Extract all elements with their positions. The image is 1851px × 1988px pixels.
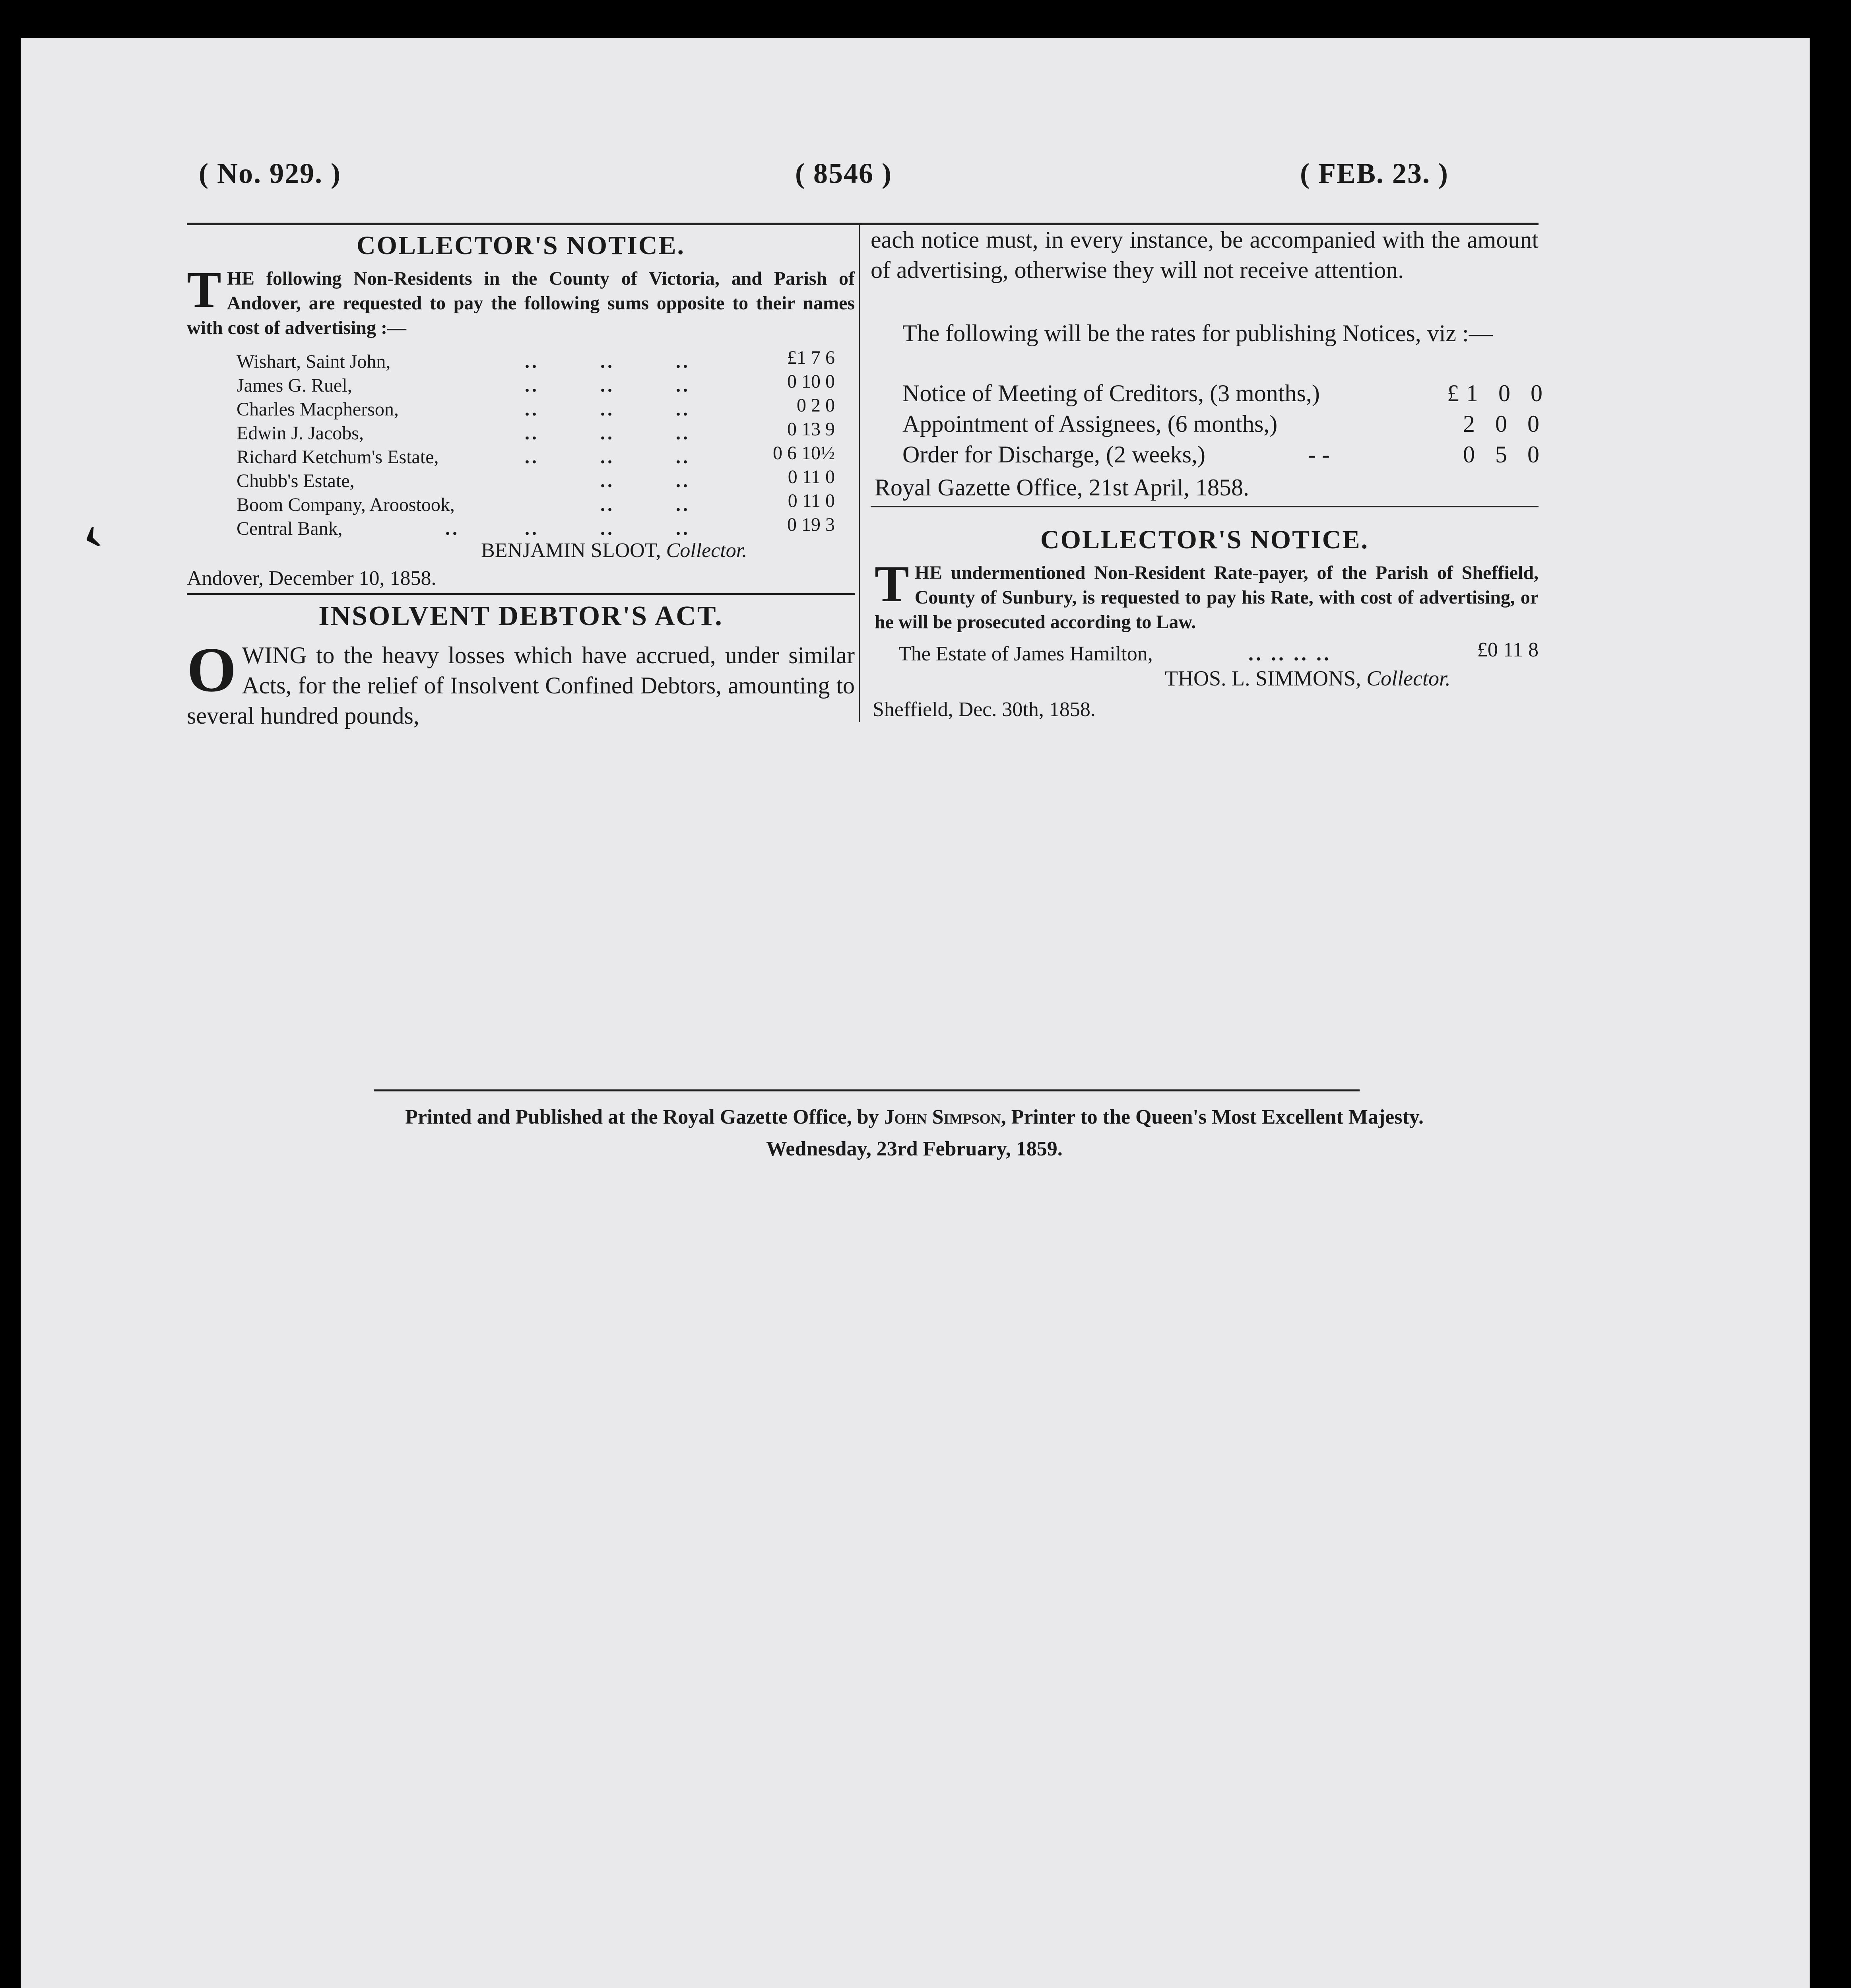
signature-role: Collector. bbox=[666, 539, 747, 562]
rate-dashes: - - bbox=[1308, 441, 1330, 468]
table-row-name: Edwin J. Jacobs, bbox=[237, 423, 364, 444]
drop-cap: T bbox=[875, 555, 909, 613]
dot-leader: .. bbox=[600, 351, 615, 372]
table-row-name: Charles Macpherson, bbox=[237, 399, 399, 420]
drop-cap: O bbox=[187, 634, 237, 705]
table-row-amount: 0 10 0 bbox=[787, 371, 835, 392]
section-rule bbox=[871, 506, 1539, 507]
dot-leader: .. bbox=[600, 423, 615, 444]
dot-leader: .. .. .. .. bbox=[1248, 643, 1331, 665]
notice-signature bbox=[1165, 666, 1451, 691]
dot-leader: .. bbox=[525, 447, 539, 468]
rates-intro: The following will be the rates for publishing Notices, viz :— bbox=[902, 320, 1493, 346]
office-line: Royal Gazette Office, 21st April, 1858. bbox=[875, 474, 1250, 501]
table-row-name: Boom Company, Aroostook, bbox=[237, 494, 455, 515]
scan-mark: ‹ bbox=[72, 503, 108, 563]
table-row-name: The Estate of James Hamilton, bbox=[898, 643, 1153, 665]
rate-row-label: Notice of Meeting of Creditors, (3 months,) bbox=[902, 380, 1320, 406]
notice-dateline: Andover, December 10, 1858. bbox=[187, 567, 437, 590]
table-row-amount: 0 19 3 bbox=[787, 514, 835, 535]
dot-leader: .. bbox=[676, 494, 690, 515]
dot-leader: .. bbox=[525, 351, 539, 372]
notice-title: COLLECTOR'S NOTICE. bbox=[357, 231, 685, 260]
act-title: INSOLVENT DEBTOR'S ACT. bbox=[318, 601, 723, 631]
table-row-name: Richard Ketchum's Estate, bbox=[237, 447, 439, 468]
dot-leader: .. bbox=[600, 447, 615, 468]
imprint-line bbox=[119, 1105, 1709, 1129]
table-row-amount: 0 13 9 bbox=[787, 419, 835, 440]
footer-rule bbox=[374, 1089, 1360, 1091]
dot-leader: .. bbox=[600, 518, 615, 539]
dot-leader: .. bbox=[525, 375, 539, 396]
dot-leader: .. bbox=[676, 470, 690, 491]
notice-dateline: Sheffield, Dec. 30th, 1858. bbox=[873, 698, 1096, 721]
imprint-text: Printed and Published at the Royal Gazette Office, by bbox=[405, 1106, 879, 1128]
continuation-text: each notice must, in every instance, be accompanied with the amount of advertising, otherwise they will not receive attention. bbox=[871, 227, 1539, 283]
dot-leader: .. bbox=[600, 494, 615, 515]
rate-row-label: Appointment of Assignees, (6 months,) bbox=[902, 411, 1278, 437]
dot-leader: .. bbox=[676, 423, 690, 444]
table-row-name: James G. Ruel, bbox=[237, 375, 352, 396]
dot-leader: .. bbox=[525, 518, 539, 539]
dot-leader: .. bbox=[676, 375, 690, 396]
table-row-amount: 0 2 0 bbox=[797, 395, 835, 416]
table-row-amount: £1 7 6 bbox=[787, 347, 835, 368]
notice-intro-text: HE undermentioned Non-Resident Rate-payer, of the Parish of Sheffield, County of Sunbury, is requested to pay his Rate, with cost of advertising, or he will be prosecuted according to Law. bbox=[875, 562, 1539, 633]
table-row-name: Central Bank, bbox=[237, 518, 343, 539]
page-number: ( 8546 ) bbox=[795, 157, 892, 189]
rate-row-amount: 0 5 0 bbox=[1463, 441, 1546, 468]
notice-intro-text: HE following Non-Residents in the County of Victoria, and Parish of Andover, are requested to pay the following sums opposite to their names with cost of advertising :— bbox=[187, 268, 855, 338]
notice-intro bbox=[875, 555, 1539, 635]
dot-leader: .. bbox=[676, 351, 690, 372]
issue-date: ( FEB. 23. ) bbox=[1300, 157, 1449, 189]
issue-number: ( No. 929. ) bbox=[199, 157, 341, 189]
column-divider bbox=[859, 225, 860, 722]
act-text bbox=[187, 634, 855, 731]
dot-leader: .. bbox=[525, 399, 539, 420]
dot-leader: .. bbox=[676, 447, 690, 468]
notice-title: COLLECTOR'S NOTICE. bbox=[1040, 525, 1369, 554]
drop-cap: T bbox=[187, 261, 221, 318]
imprint-date: Wednesday, 23rd February, 1859. bbox=[766, 1138, 1063, 1160]
table-row-amount: 0 6 10½ bbox=[773, 443, 835, 464]
table-row-name: Wishart, Saint John, bbox=[237, 351, 391, 372]
dot-leader: .. bbox=[600, 375, 615, 396]
table-row-amount: 0 11 0 bbox=[788, 490, 835, 511]
rate-row-label: Order for Discharge, (2 weeks,) bbox=[902, 441, 1205, 468]
signature-name: BENJAMIN SLOOT, bbox=[481, 539, 661, 562]
dot-leader: .. bbox=[676, 399, 690, 420]
signature-role: Collector. bbox=[1366, 666, 1451, 690]
section-rule bbox=[187, 593, 855, 595]
act-text-body: WING to the heavy losses which have accrued, under similar Acts, for the relief of Insolvent Confined Debtors, amounting to several hundred pounds, bbox=[187, 642, 855, 729]
dot-leader: .. bbox=[600, 399, 615, 420]
dot-leader: .. bbox=[445, 518, 460, 539]
signature-name: THOS. L. SIMMONS, bbox=[1165, 666, 1361, 690]
notice-intro bbox=[187, 261, 855, 340]
rate-row-amount: £1 0 0 bbox=[1447, 380, 1550, 406]
printer-name: John Simpson bbox=[884, 1106, 1001, 1128]
table-row-amount: £0 11 8 bbox=[1477, 639, 1539, 661]
table-row-amount: 0 11 0 bbox=[788, 466, 835, 487]
notice-signature bbox=[481, 539, 747, 562]
dot-leader: .. bbox=[676, 518, 690, 539]
table-row-name: Chubb's Estate, bbox=[237, 470, 355, 491]
imprint-text-end: , Printer to the Queen's Most Excellent Majesty. bbox=[1001, 1106, 1424, 1128]
dot-leader: .. bbox=[600, 470, 615, 491]
rate-row-amount: 2 0 0 bbox=[1463, 411, 1546, 437]
dot-leader: .. bbox=[525, 423, 539, 444]
